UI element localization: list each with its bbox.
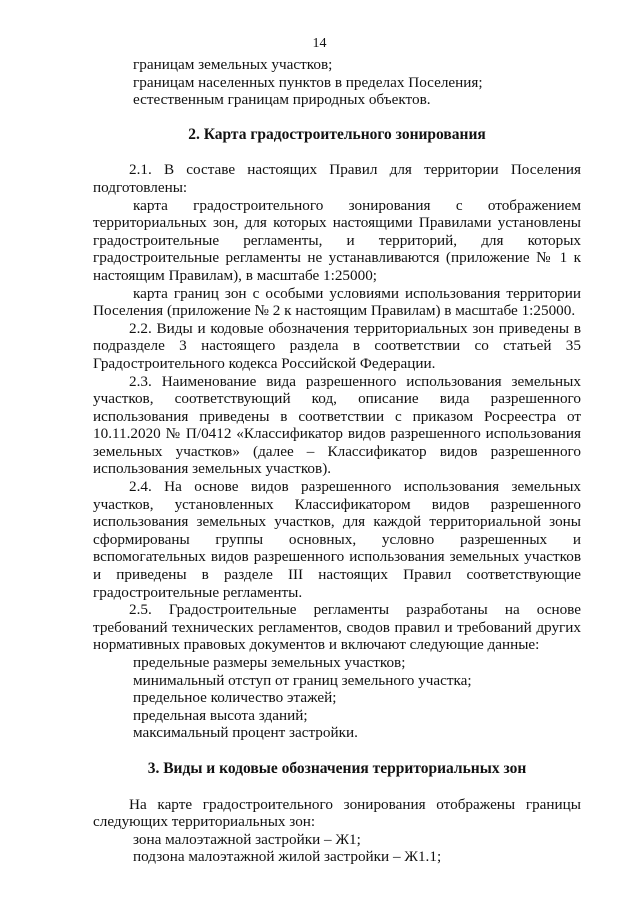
paragraph-line: земельных участков» (далее – Классификатор видов разрешенного — [93, 442, 581, 460]
paragraph-line: Градостроительного кодекса Российской Федерации. — [93, 354, 436, 372]
section-heading-3: 3. Виды и кодовые обозначения территориальных зон — [147, 759, 527, 777]
paragraph-line: На карте градостроительного зонирования отображены границы — [129, 795, 581, 813]
paragraph-line: подготовлены: — [93, 178, 188, 196]
page-number: 14 — [312, 36, 327, 51]
list-item: зона малоэтажной застройки – Ж1; — [133, 830, 361, 848]
paragraph-line: использования приведены в соответствии с приказом Росреестра от — [93, 407, 581, 425]
list-item: предельные размеры земельных участков; — [133, 654, 406, 671]
paragraph-line: использования земельных участков, для каждой территориальной зоны — [93, 513, 581, 531]
paragraph-line: следующих территориальных зон: — [93, 813, 316, 831]
paragraph-line: 2.5. Градостроительные регламенты разработаны на основе — [129, 601, 581, 619]
paragraph-line: нормативных правовых документов и включают следующие данные: — [93, 636, 540, 654]
list-item: максимальный процент застройки. — [133, 724, 358, 742]
list-item: предельная высота зданий; — [133, 706, 308, 724]
paragraph-line: требований технических регламентов, сводов правил и требований других — [93, 618, 581, 636]
paragraph-line: подразделе 3 настоящего раздела в соответствии со статьей 35 — [93, 337, 581, 355]
paragraph-line: Поселения (приложение № 2 к настоящим Правилам) в масштабе 1:25000. — [93, 302, 576, 320]
paragraph-line: территориальных зон, для которых настоящими Правилами установлены — [93, 214, 581, 232]
paragraph-line: участков, установленных Классификатором видов разрешенного — [93, 495, 581, 513]
document-body — [93, 56, 581, 866]
paragraph-line: 2.2. Виды и кодовые обозначения территориальных зон приведены в — [129, 319, 581, 337]
paragraph-line: градостроительные регламенты. — [93, 583, 303, 601]
section-heading-2: 2. Карта градостроительного зонирования — [188, 125, 486, 143]
list-item: границам земельных участков; — [133, 56, 333, 73]
paragraph-line: 2.1. В составе настоящих Правил для территории Поселения — [129, 161, 581, 179]
paragraph-line: использования земельных участков). — [93, 460, 332, 478]
paragraph-line: карта градостроительного зонирования с отображением — [133, 196, 581, 214]
paragraph-line: сформированы группы основных, условно разрешенных и — [93, 530, 581, 548]
paragraph-line: участков, соответствующий код, описание вида разрешенного — [93, 390, 581, 408]
list-item: границам населенных пунктов в пределах Поселения; — [133, 73, 483, 91]
paragraph-line: градостроительные регламенты не устанавливаются (приложение № 1 к — [93, 249, 581, 267]
list-item: подзона малоэтажной жилой застройки – Ж1.1; — [133, 848, 442, 866]
paragraph-line: 10.11.2020 № П/0412 «Классификатор видов разрешенного использования — [93, 425, 581, 443]
paragraph-line: и приведены в разделе III настоящих Правил соответствующие — [93, 566, 581, 584]
paragraph-line: настоящим Правилам), в масштабе 1:25000; — [93, 266, 378, 284]
paragraph-line: вспомогательных видов разрешенного использования земельных участков — [93, 548, 581, 566]
list-item: минимальный отступ от границ земельного участка; — [133, 671, 472, 689]
list-item: предельное количество этажей; — [133, 689, 337, 707]
paragraph-line: градостроительные регламенты, и территорий, для которых — [93, 231, 581, 249]
paragraph-line: 2.3. Наименование вида разрешенного использования земельных — [129, 372, 581, 390]
paragraph-line: 2.4. На основе видов разрешенного использования земельных — [129, 478, 581, 496]
paragraph-line: карта границ зон с особыми условиями использования территории — [133, 284, 581, 302]
list-item: естественным границам природных объектов. — [133, 91, 431, 109]
